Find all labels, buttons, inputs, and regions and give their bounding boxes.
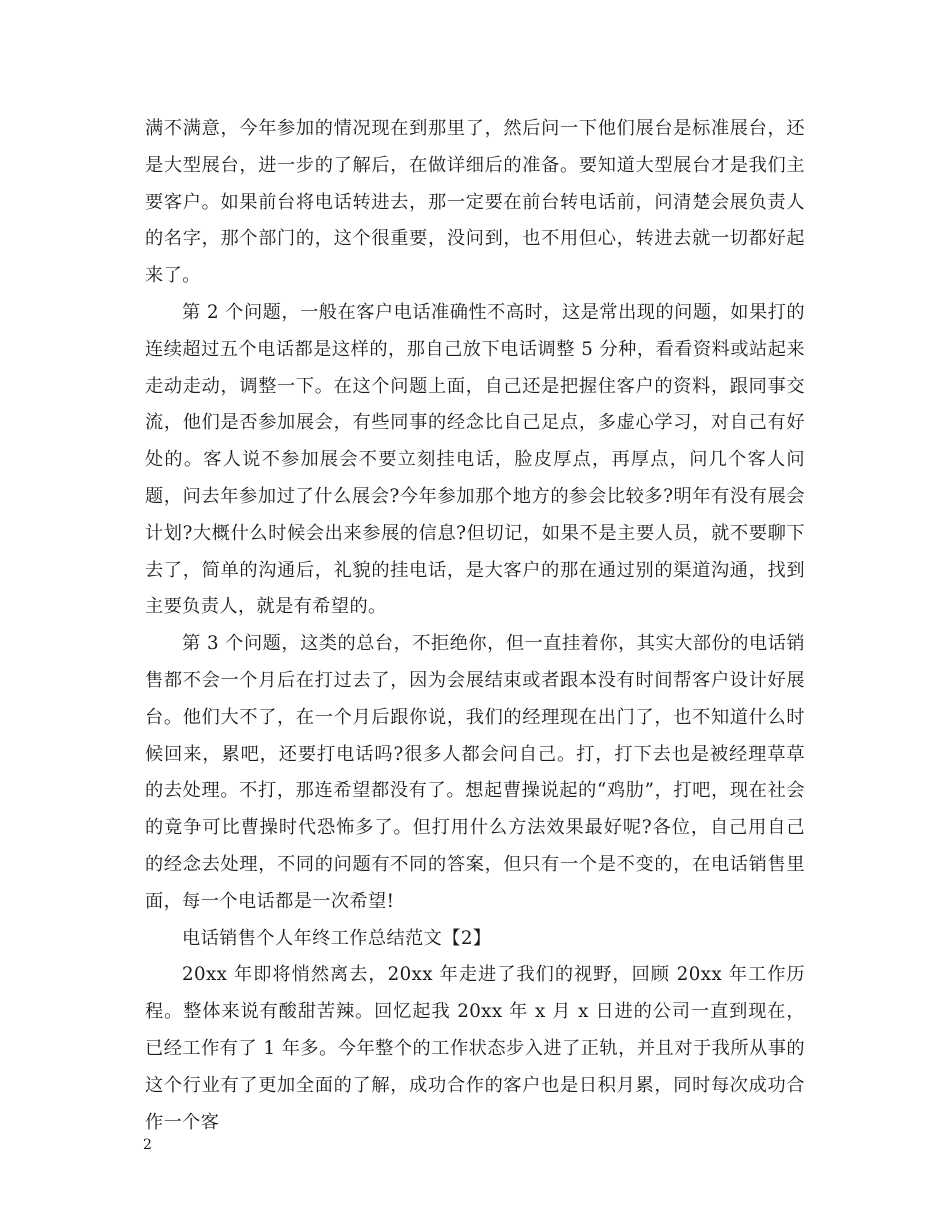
paragraph-1: 满不满意，今年参加的情况现在到那里了，然后问一下他们展台是标准展台，还是大型展台，进一步的了解后，在做详细后的准备。要知道大型展台才是我们主要客户。如果前台将电话转进去，那一定要在前台转电话前，问清楚会展负责人的名字，那个部门的，这个很重要，没问到，也不用但心，转进去就一切都好起来了。 [145,118,805,287]
paragraph-3: 第 3 个问题，这类的总台，不拒绝你，但一直挂着你，其实大部份的电话销售都不会一个月后在打过去了，因为会展结束或者跟本没有时间帮客户设计好展台。他们大不了，在一个月后跟你说，我们的经理现在出门了，也不知道什么时候回来，累吧，还要打电话吗?很多人都会问自己。打，打下去也是被经理草草的去处理。不打，那连希望都没有了。想起曹操说起的“鸡肋”，打吧，现在社会的竟争可比曹操时代恐怖多了。但打用什么方法效果最好呢?各位，自己用自己的经念去处理，不同的问题有不同的答案，但只有一个是不变的，在电话销售里面，每一个电话都是一次希望! [145,633,805,912]
section-heading: 电话销售个人年终工作总结范文【2】 [182,927,492,949]
paragraph-4: 20xx 年即将悄然离去，20xx 年走进了我们的视野，回顾 20xx 年工作历程。整体来说有酸甜苦辣。回忆起我 20xx 年 x 月 x 日进的公司一直到现在，已经工作有了 1 年多。今年整个的工作状态步入进了正轨，并且对于我所从事的这个行业有了更加全面的了解，成功合作的客户也是日积月累，同时每次成功合作一个客 [145,964,805,1133]
document-body [145,111,805,1141]
page-number: 2 [143,1137,152,1153]
paragraph-2: 第 2 个问题，一般在客户电话准确性不高时，这是常出现的问题，如果打的连续超过五个电话都是这样的，那自己放下电话调整 5 分种，看看资料或站起来走动走动，调整一下。在这个问题上面，自己还是把握住客户的资料，跟同事交流，他们是否参加展会，有些同事的经念比自己足点，多虚心学习，对自己有好处的。客人说不参加展会不要立刻挂电话，脸皮厚点，再厚点，问几个客人问题，问去年参加过了什么展会?今年参加那个地方的参会比较多?明年有没有展会计划?大概什么时候会出来参展的信息?但切记，如果不是主要人员，就不要聊下去了，简单的沟通后，礼貌的挂电话，是大客户的那在通过别的渠道沟通，找到主要负责人，就是有希望的。 [145,301,805,618]
